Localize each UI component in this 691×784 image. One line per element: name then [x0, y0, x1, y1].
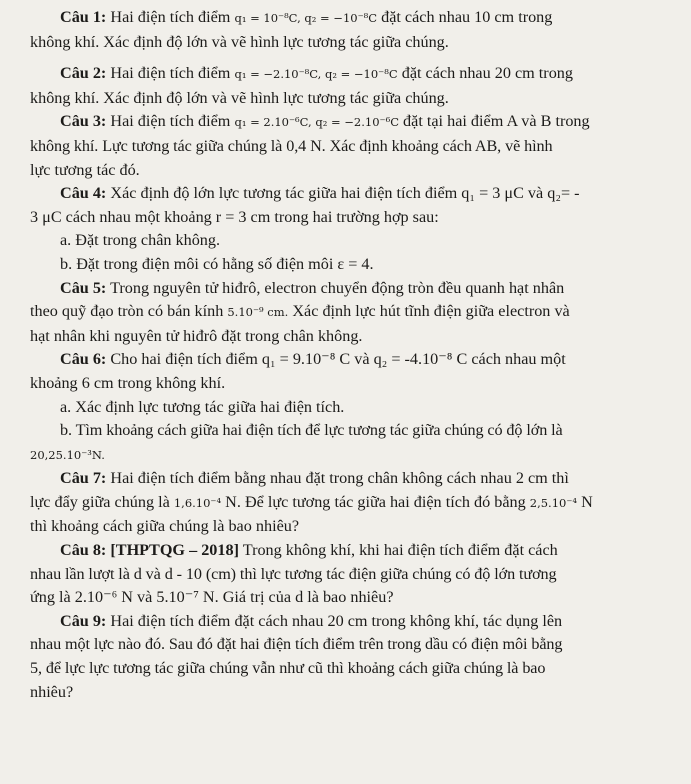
question-part-a: a. Xác định lực tương tác giữa hai điện tích. — [60, 397, 345, 416]
question-text: đặt cách nhau 20 cm trong — [401, 64, 573, 83]
question-8 — [30, 539, 679, 610]
question-text: Trong không khí, khi hai điện tích điểm đặt cách — [242, 541, 558, 560]
question-part-a: a. Đặt trong chân không. — [60, 231, 221, 250]
question-text: nhiêu? — [30, 682, 74, 701]
question-text: Hai điện tích điểm bằng nhau đặt trong chân không cách nhau 2 cm thì — [110, 469, 569, 488]
question-text: 5, để lực lực tương tác giữa chúng vẫn như cũ thì khoảng cách giữa chúng là bao — [30, 659, 546, 678]
question-3 — [30, 110, 679, 182]
question-text: thì khoảng cách giữa chúng là bao nhiêu? — [30, 517, 300, 536]
question-label: Câu 3: — [60, 112, 107, 131]
question-6 — [30, 348, 679, 467]
formula: 20,25.10⁻³N. — [30, 447, 105, 462]
question-source: [THPTQG – 2018] — [110, 541, 239, 560]
question-text: không khí. Xác định độ lớn và vẽ hình lực tương tác giữa chúng. — [30, 88, 449, 107]
question-text: không khí. Xác định độ lớn và vẽ hình lực tương tác giữa chúng. — [30, 32, 449, 51]
question-label: Câu 8: — [60, 541, 107, 560]
question-text: Cho hai điện tích điểm q₁ = 9.10⁻⁸ C và q₂ = -4.10⁻⁸ C cách nhau một — [110, 350, 566, 369]
question-part-b: b. Đặt trong điện môi có hằng số điện môi ε = 4. — [60, 254, 374, 273]
question-label: Câu 1: — [60, 8, 107, 26]
formula: q₁ = −2.10⁻⁸C, q₂ = −10⁻⁸C — [234, 67, 398, 82]
question-text: Xác định độ lớn lực tương tác giữa hai điện tích điểm q₁ = 3 μC và q₂= - — [110, 184, 580, 203]
question-text: không khí. Lực tương tác giữa chúng là 0,4 N. Xác định khoảng cách AB, vẽ hình — [30, 136, 553, 155]
question-label: Câu 4: — [60, 184, 107, 203]
question-label: Câu 6: — [60, 350, 107, 369]
question-5 — [30, 277, 679, 349]
question-text: nhau lần lượt là d và d - 10 (cm) thì lực tương tác điện giữa chúng có độ lớn tương — [30, 564, 557, 583]
question-part-b: b. Tìm khoảng cách giữa hai điện tích để lực tương tác giữa chúng có độ lớn là — [60, 421, 563, 440]
question-text: ứng là 2.10⁻⁶ N và 5.10⁻⁷ N. Giá trị của d là bao nhiêu? — [30, 588, 394, 607]
question-text: nhau một lực nào đó. Sau đó đặt hai điện tích điểm trên trong dầu có điện môi bằng — [30, 635, 563, 654]
question-text: Xác định lực hút tĩnh điện giữa electron và — [292, 302, 570, 321]
question-text: đặt cách nhau 10 cm trong — [381, 8, 553, 26]
question-text: Hai điện tích điểm — [110, 112, 231, 131]
question-4 — [30, 182, 679, 276]
question-label: Câu 2: — [60, 64, 107, 83]
question-label: Câu 9: — [60, 611, 107, 630]
question-text: hạt nhân khi nguyên tử hiđrô đặt trong chân không. — [30, 326, 363, 345]
question-text: N. Để lực tương tác giữa hai điện tích đó bằng — [225, 492, 526, 511]
question-text: theo quỹ đạo tròn có bán kính — [30, 302, 224, 321]
question-text: N — [581, 492, 593, 511]
formula: 2,5.10⁻⁴ — [529, 495, 578, 510]
question-text: Hai điện tích điểm — [110, 64, 231, 83]
question-text: lực tương tác đó. — [30, 160, 140, 179]
question-7 — [30, 467, 679, 539]
question-text: Hai điện tích điểm — [110, 8, 231, 26]
question-text: khoảng 6 cm trong không khí. — [30, 373, 226, 392]
question-text: Trong nguyên tử hiđrô, electron chuyển động tròn đều quanh hạt nhân — [110, 278, 565, 297]
question-text: 3 μC cách nhau một khoảng r = 3 cm trong hai trường hợp sau: — [30, 207, 439, 226]
question-text: lực đẩy giữa chúng là — [30, 492, 170, 511]
formula: q₁ = 2.10⁻⁶C, q₂ = −2.10⁻⁶C — [234, 115, 399, 130]
formula: 1,6.10⁻⁴ — [173, 495, 222, 510]
question-text: đặt tại hai điểm A và B trong — [403, 112, 590, 131]
formula: 5.10⁻⁹ cm. — [227, 305, 289, 320]
question-label: Câu 5: — [60, 278, 107, 297]
formula: q₁ = 10⁻⁸C, q₂ = −10⁻⁸C — [234, 11, 378, 25]
question-1 — [30, 6, 679, 54]
question-9 — [30, 610, 679, 704]
question-label: Câu 7: — [60, 469, 107, 488]
question-text: Hai điện tích điểm đặt cách nhau 20 cm trong không khí, tác dụng lên — [110, 611, 563, 630]
question-2 — [30, 62, 679, 110]
